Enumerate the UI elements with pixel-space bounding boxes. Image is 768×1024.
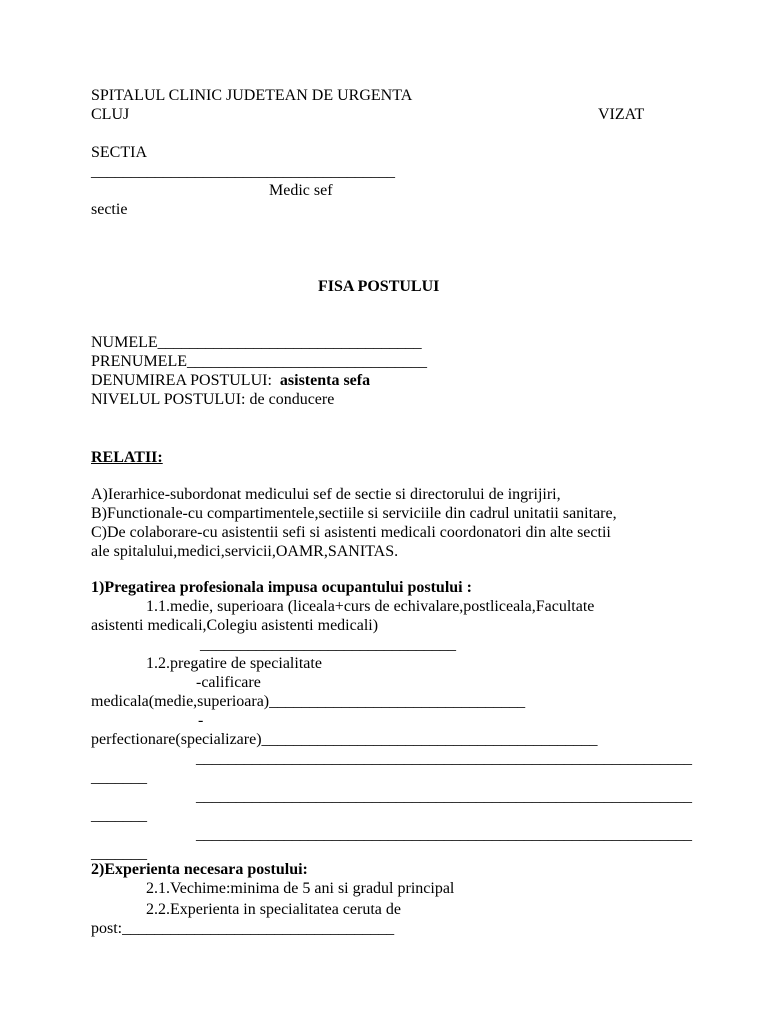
item-1-1-line1: 1.1.medie, superioara (liceala+curs de echivalare,postliceala,Facultate (146, 598, 595, 615)
denumirea-label: DENUMIREA POSTULUI: (91, 372, 280, 389)
section1-heading: 1)Pregatirea profesionala impusa ocupantului postului : (91, 579, 472, 596)
perfectionare-field: perfectionare(specializare)__________________________________________ (91, 731, 598, 748)
sectia-label: SECTIA (91, 144, 147, 161)
blank-line-short-1: _______ (91, 769, 147, 786)
blank-line-long-1: ______________________________________________________________ (196, 750, 692, 767)
post-field: post:__________________________________ (91, 920, 395, 937)
medicala-field: medicala(medie,superioara)________________________________ (91, 693, 526, 710)
nivelul-label: NIVELUL POSTULUI: (91, 391, 250, 408)
blank-line-long-3: ______________________________________________________________ (196, 826, 692, 843)
relatii-line-c: C)De colaborare-cu asistentii sefi si asistenti medicali coordonatori din alte sectii (91, 524, 611, 541)
denumirea-value: asistenta sefa (279, 372, 371, 389)
item-1-1-blank: ________________________________ (200, 636, 456, 653)
item-1-1-line2: asistenti medicali,Colegiu asistenti medicali) (91, 617, 379, 634)
sectia-blank: ______________________________________ (91, 163, 395, 180)
blank-line-long-2: ______________________________________________________________ (196, 788, 692, 805)
section2-heading: 2)Experienta necesara postului: (91, 861, 308, 878)
prenumele-field: PRENUMELE______________________________ (91, 353, 427, 370)
blank-line-short-2: _______ (91, 807, 147, 824)
page-title: FISA POSTULUI (318, 278, 440, 295)
dash-marker: - (198, 712, 204, 729)
item-2-2: 2.2.Experienta in specialitatea ceruta de (146, 901, 401, 918)
relatii-heading: RELATII: (91, 449, 163, 466)
hospital-name-line1: SPITALUL CLINIC JUDETEAN DE URGENTA (91, 87, 413, 104)
vizat-label: VIZAT (598, 106, 645, 123)
sectie-label: sectie (91, 201, 128, 218)
relatii-line-a: A)Ierarhice-subordonat medicului sef de sectie si directorului de ingrijiri, (91, 486, 561, 503)
blank-line-short-3: _______ (91, 845, 147, 862)
relatii-line-b: B)Functionale-cu compartimentele,sectiile si serviciile din cadrul unitatii sanitare, (91, 505, 617, 522)
medic-sef-label: Medic sef (269, 182, 333, 199)
numele-field: NUMELE_________________________________ (91, 334, 422, 351)
denumirea-postului (91, 371, 370, 390)
item-1-2: 1.2.pregatire de specialitate (146, 655, 322, 672)
nivelul-value: de conducere (249, 391, 335, 408)
nivelul-postului (91, 390, 334, 409)
calificare-label: -calificare (196, 674, 261, 691)
relatii-line-d: ale spitalului,medici,servicii,OAMR,SANITAS. (91, 543, 399, 560)
item-2-1: 2.1.Vechime:minima de 5 ani si gradul principal (146, 880, 455, 897)
hospital-name-line2: CLUJ (91, 106, 130, 123)
